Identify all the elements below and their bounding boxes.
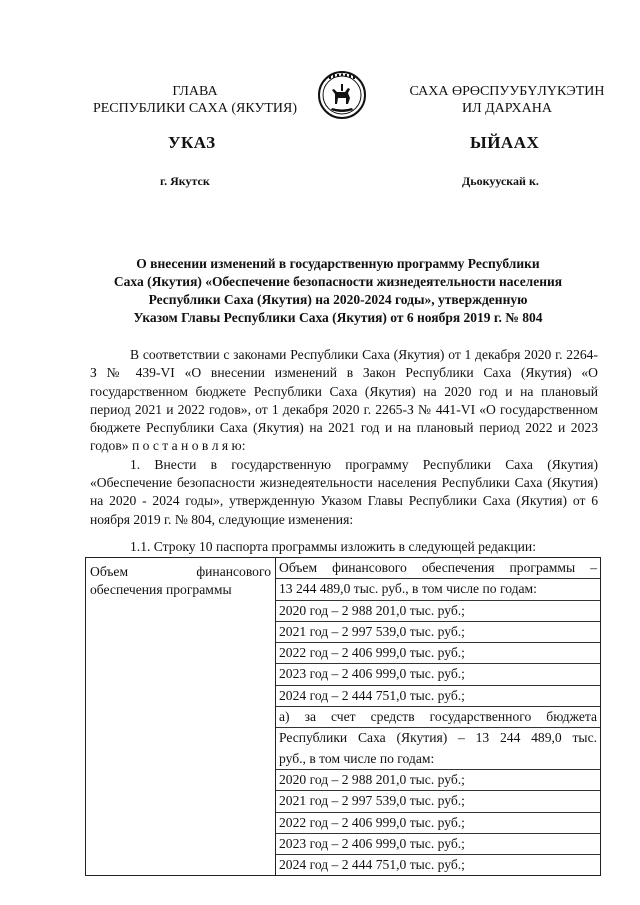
issuer-line-2: РЕСПУБЛИКИ САХА (ЯКУТИЯ) [92,101,298,116]
city-sakha: Дьокуускай к. [462,174,539,188]
preamble-paragraph: В соответствии с законами Республики Саха (Якутия) от 1 декабря 2020 г. 2264-З № 439-VI «О внесении изменений в Закон Республики Саха (Якутия) «О государственном бюджете Республики Саха (Якутия) на 2020 год и на плановый период 2021 и 2022 годов», от 1 декабря 2020 г. 2265-З № 441-VI «О государственном бюджете Республики Саха (Якутия) на 2021 год и на плановый период 2022 и 2023 годов» п о с т а н о в л я ю: [90,347,598,454]
value-line: 2020 год – 2 988 201,0 тыс. руб.; [276,601,600,622]
table-row-label [86,558,276,876]
label-line-2: обеспечения программы [90,582,232,597]
issuer-name-sakha [392,83,622,117]
point-1-paragraph: 1. Внести в государственную программу Республики Саха (Якутия) «Обеспечение безопасности жизнедеятельности населения Республики Саха (Якутия) на 2020 - 2024 годы», утвержденную Указом Главы Республики Саха (Якутия) от 6 ноября 2019 г. № 804, следующие изменения: [90,456,598,527]
doc-type-russian: УКАЗ [168,133,216,152]
point-1-1-paragraph: 1.1. Строку 10 паспорта программы изложить в следующей редакции: [130,539,536,554]
value-line: Объем финансового обеспечения программы – [276,558,600,579]
value-line: руб., в том числе по годам: [276,749,600,770]
value-line: 2024 год – 2 444 751,0 тыс. руб.; [276,686,600,707]
issuer-line-1-sakha: САХА ӨРӨСПУУБҮЛҮКЭТИН [409,84,605,99]
value-line: 2022 год – 2 406 999,0 тыс. руб.; [276,643,600,664]
value-line: 13 244 489,0 тыс. руб., в том числе по годам: [276,579,600,600]
issuer-name-russian [80,83,310,117]
value-line: Республики Саха (Якутия) – 13 244 489,0 тыс. [279,730,597,746]
decree-title [98,255,578,327]
issuer-line-1: ГЛАВА [172,84,218,99]
doc-type-sakha: ЫЙААХ [470,133,540,152]
value-line: 2021 год – 2 997 539,0 тыс. руб.; [276,622,600,643]
title-line-3: Республики Саха (Якутия) на 2020-2024 годы», утвержденную [148,292,528,307]
value-line: 2024 год – 2 444 751,0 тыс. руб.; [279,857,465,873]
table-row-value [276,558,601,876]
value-line: 2023 год – 2 406 999,0 тыс. руб.; [276,664,600,685]
issuer-line-2-sakha: ИЛ ДАРХАНА [461,101,552,116]
label-word-1: Объем [90,564,129,579]
coat-of-arms-icon [317,70,367,120]
city-russian: г. Якутск [160,174,210,188]
table-row [86,558,601,876]
label-word-2: финансового [196,564,271,579]
financing-table [85,557,601,876]
title-line-1: О внесении изменений в государственную программу Республики [136,256,540,271]
title-line-2: Саха (Якутия) «Обеспечение безопасности жизнедеятельности населения [113,274,563,289]
value-line: а) за счет средств государственного бюджета [276,707,600,728]
value-line: 2022 год – 2 406 999,0 тыс. руб.; [276,813,600,834]
value-line: 2020 год – 2 988 201,0 тыс. руб.; [276,770,600,791]
value-line: 2021 год – 2 997 539,0 тыс. руб.; [276,791,600,812]
decree-body [90,346,598,529]
value-line: 2023 год – 2 406 999,0 тыс. руб.; [276,834,600,855]
title-line-4: Указом Главы Республики Саха (Якутия) от 6 ноября 2019 г. № 804 [133,310,543,325]
